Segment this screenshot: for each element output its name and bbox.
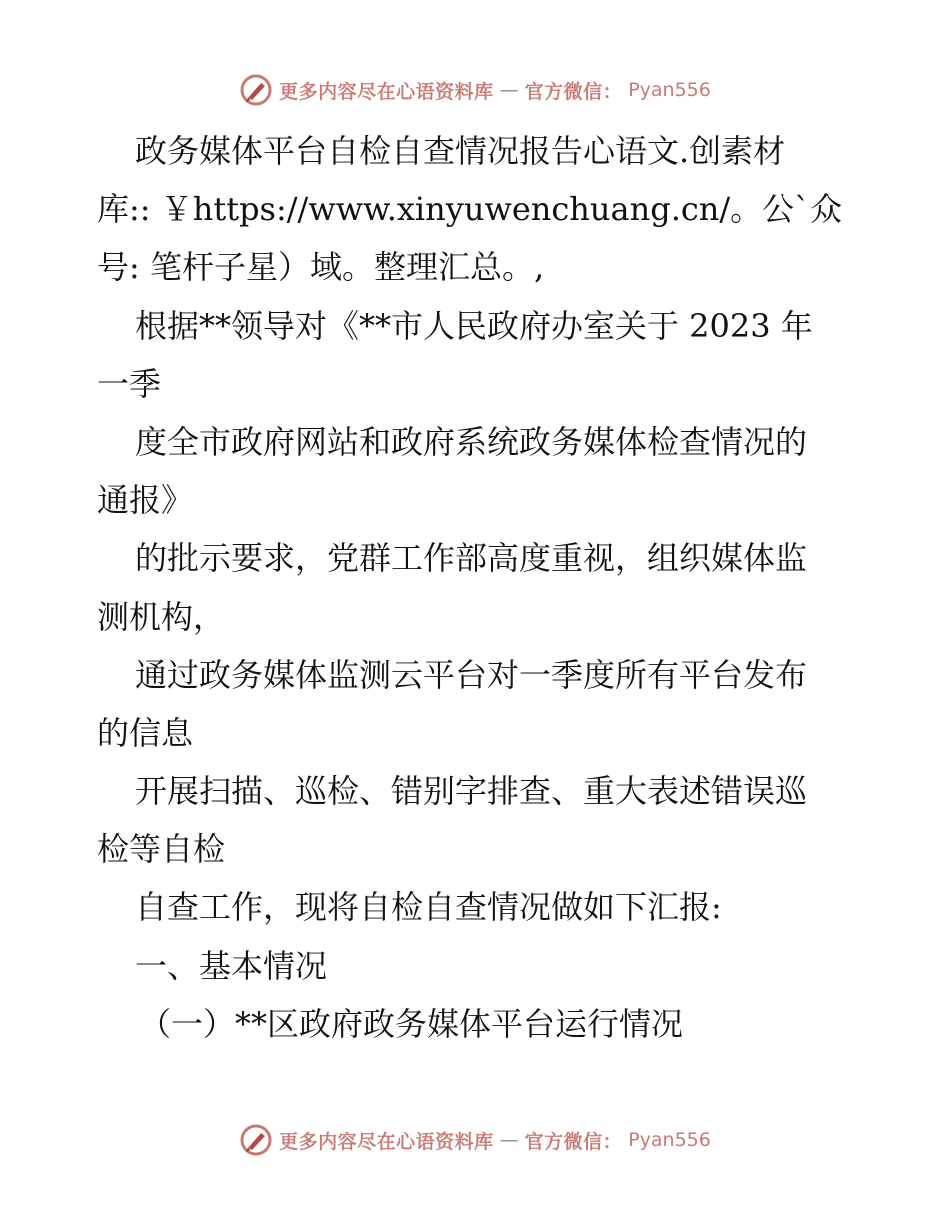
document-line: 度全市政府网站和政府系统政务媒体检查情况的 [135, 422, 808, 461]
document-line: 号: 笔杆子星）域。整理汇总。, [97, 248, 545, 287]
banner-label: 官方微信： [524, 80, 623, 103]
document-line: 检等自检 [97, 830, 226, 869]
document-line: 政务媒体平台自检自查情况报告心语文.创素材 [135, 132, 786, 170]
section-heading: 一、基本情况 [135, 946, 328, 985]
banner-separator: — [499, 79, 519, 101]
document-line: 自查工作，现将自检自查情况做如下汇报: [135, 888, 722, 927]
document-line: 根据**领导对《**市人民政府办室关于 2023 年 [135, 306, 813, 345]
document-line: 的信息 [97, 713, 194, 752]
footer-watermark-banner [0, 1120, 950, 1160]
banner-main-text: 更多内容尽在心语资料库 [279, 80, 494, 103]
document-line: 开展扫描、巡检、错别字排查、重大表述错误巡 [135, 772, 808, 811]
banner-separator: — [499, 1129, 519, 1151]
banner-main-text: 更多内容尽在心语资料库 [279, 1130, 494, 1153]
banner-label: 官方微信： [524, 1130, 623, 1153]
document-line: 一季 [97, 364, 162, 403]
pen-logo-icon [239, 1123, 273, 1157]
document-body [97, 122, 857, 1053]
banner-handle: Pyan556 [628, 1129, 711, 1151]
document-line: 通过政务媒体监测云平台对一季度所有平台发布 [135, 655, 808, 694]
document-line: 测机构， [97, 597, 226, 636]
banner-handle: Pyan556 [628, 79, 711, 101]
subsection-heading: （一）**区政府政务媒体平台运行情况 [139, 1004, 684, 1043]
pen-logo-icon [239, 73, 273, 107]
document-line: 通报》 [97, 481, 194, 520]
document-line: 的批示要求，党群工作部高度重视，组织媒体监 [135, 539, 808, 578]
document-line: 库:: ￥https://www.xinyuwenchuang.cn/。公`众 [97, 190, 843, 229]
header-watermark-banner [0, 70, 950, 110]
